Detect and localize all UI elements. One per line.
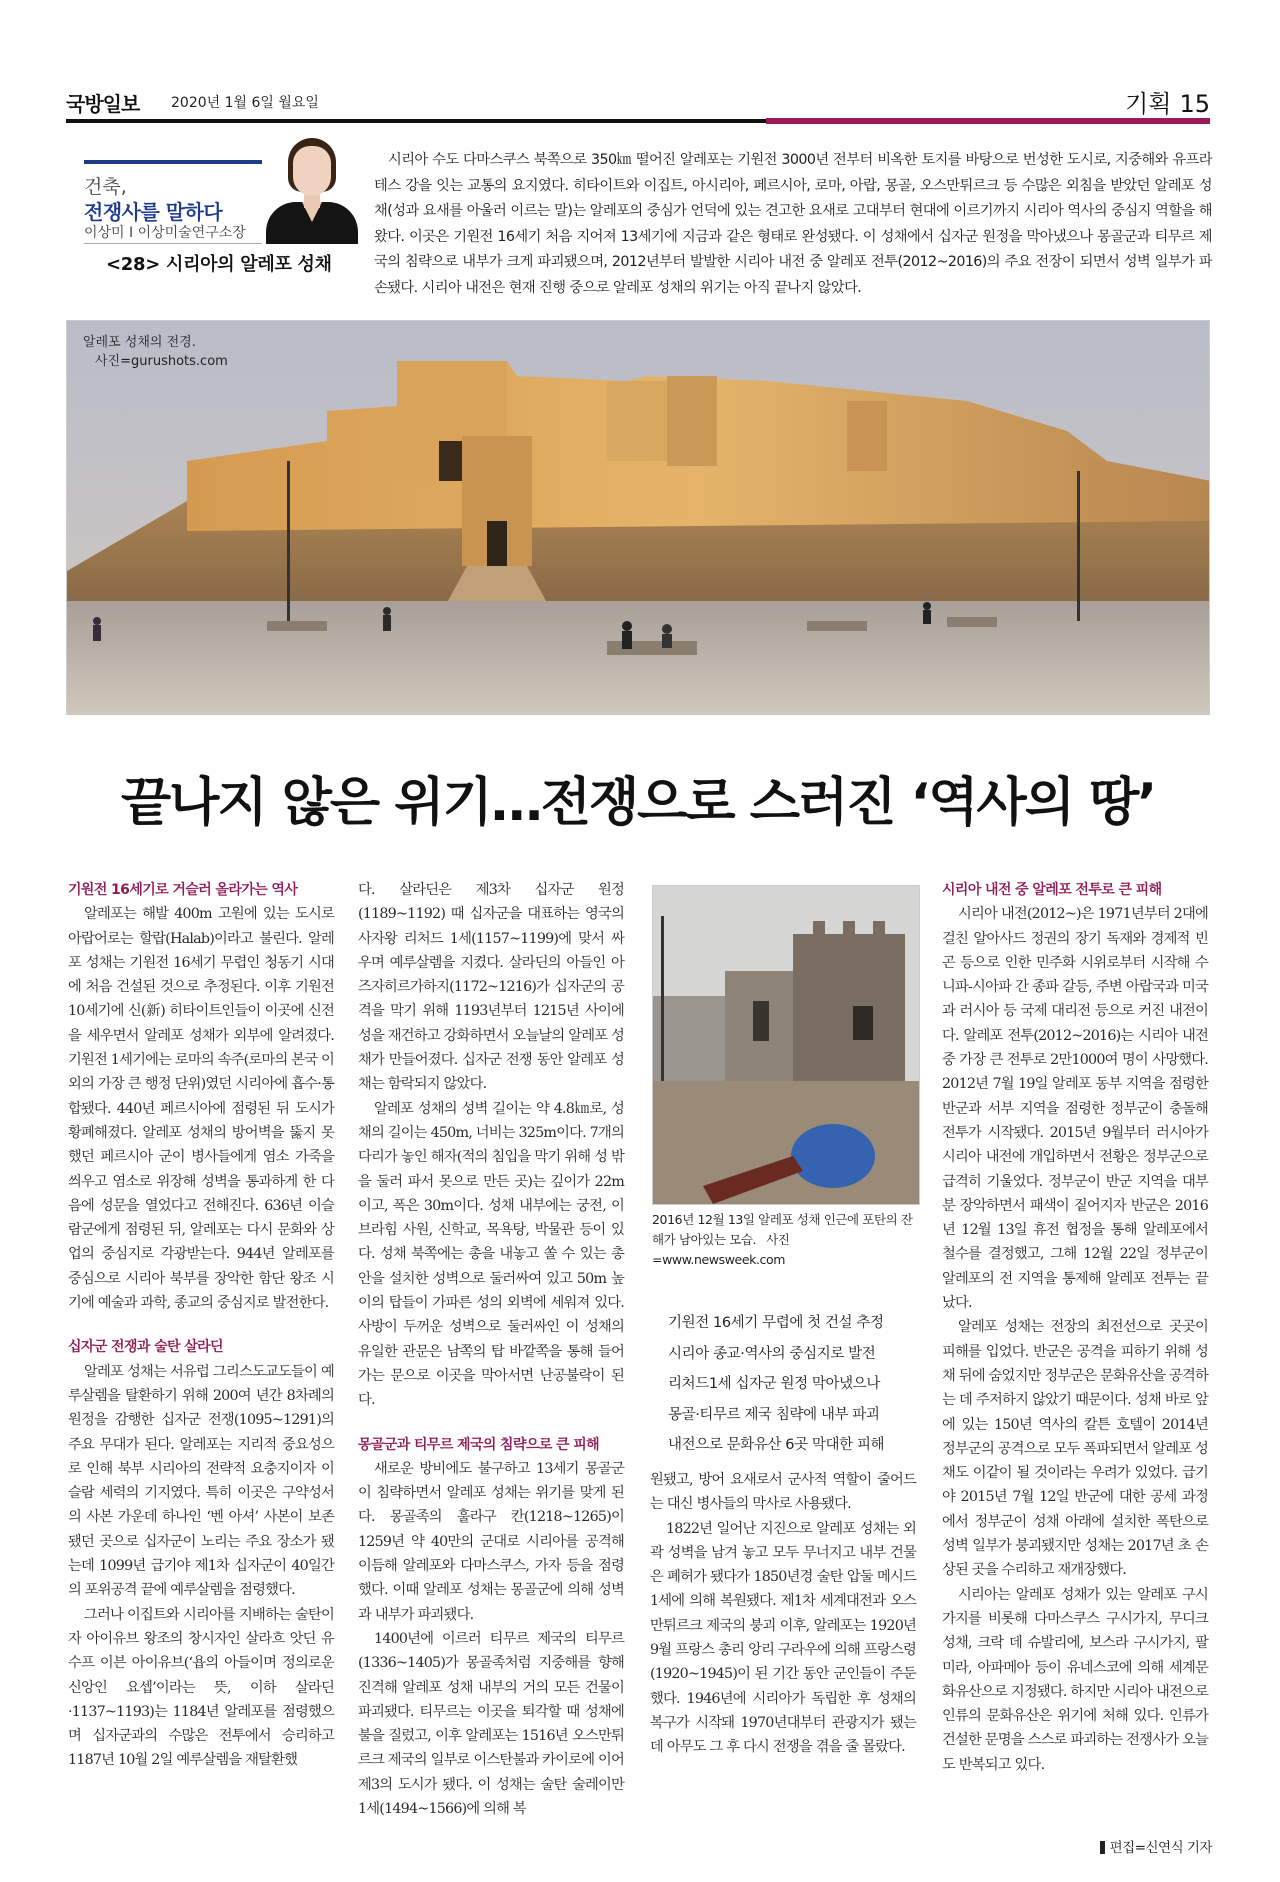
author-portrait xyxy=(262,130,360,244)
newspaper-name: 국방일보 xyxy=(66,92,140,116)
article-column-3 xyxy=(650,1468,916,1760)
subheading: 몽골군과 티무르 제국의 침략으로 큰 피해 xyxy=(358,1436,600,1453)
paragraph: 시리아 내전(2012~)은 1971년부터 2대에 걸친 알아사드 정권의 장기 독재와 경제적 빈곤 등으로 인한 민주화 시위로부터 시작해 수니파-시아파 간 종파 갈등, 주변 아랍국과 미국과 러시아 등 국제 대리전 등으로 커진 내전이다. 알레포 전투(2012~2016)는 시리아 내전 중 가장 큰 전투로 2만1000여 명이 사망했다. 2012년 7월 19일 알레포 동부 지역을 점령한 반군과 서부 지역을 점령한 정부군이 충돌해 전투가 시작됐다. 2015년 9월부터 러시아가 시리아 내전에 개입하면서 전황은 정부군으로 급격히 기울었다. 정부군이 반군 지역을 대부분 장악하면서 패색이 짙어지자 반군은 2016년 12월 13일 휴전 협정을 통해 알레포에서 철수를 결정했고, 그해 12월 22일 정부군이 알레포의 전 지역을 통제해 알레포 전투는 끝났다. xyxy=(942,906,1208,1312)
byline-bar-icon xyxy=(1100,1841,1105,1854)
section-page-label xyxy=(1125,84,1210,119)
series-title: 전쟁사를 말하다 xyxy=(84,200,223,224)
article-column-2 xyxy=(358,878,624,1821)
masthead xyxy=(66,84,1210,120)
editor-byline xyxy=(1100,1836,1212,1856)
paragraph: 새로운 방비에도 불구하고 13세기 몽골군이 침략하면서 알레포 성채는 위기를 맞게 된다. 몽골족의 훌라구 칸(1218~1265)이 1259년 약 40만의 군대로 시리아를 공격해 이듬해 알레포와 다마스쿠스, 가자 등을 점령했다. 이때 알레포 성채는 몽골군에 의해 성벽과 내부가 파괴됐다. xyxy=(358,1460,624,1623)
page-number: 15 xyxy=(1179,90,1210,118)
paragraph: 다. 살라딘은 제3차 십자군 원정(1189~1192) 때 십자군을 대표하는 영국의 사자왕 리처드 1세(1157~1199)에 맞서 싸우며 예루살렘을 지켰다. 살라딘의 아들인 아즈자히르가하지(1172~1216)가 십자군의 공격을 막기 위해 1193년부터 1215년 사이에 성을 재건하고 강화하면서 오늘날의 알레포 성채가 만들어졌다. 십자군 전쟁 동안 알레포 성채는 함락되지 않았다. xyxy=(358,882,624,1093)
paragraph: 시리아는 알레포 성채가 있는 알레포 구시가지를 비롯해 다마스쿠스 구시가지, 무디크 성채, 크락 데 슈발리에, 보스라 구시가지, 팔미라, 아파메아 등이 유네스코에 의해 세계문화유산으로 지정됐다. 하지만 시리아 내전으로 인류의 문화유산은 위기에 처해 있다. 인류가 건설한 문명을 스스로 파괴하는 전쟁사가 오늘도 반복되고 있다. xyxy=(942,1586,1208,1773)
subheading: 십자군 전쟁과 술탄 살라딘 xyxy=(68,1339,223,1356)
paragraph: 알레포 성채는 서유럽 그리스도교도들이 예루살렘을 탈환하기 위해 200여 년간 8차례의 원정을 감행한 십자군 전쟁(1095~1291)의 주요 무대가 된다. 알레포는 지리적 중요성으로 인해 북부 시리아의 전략적 요충지이자 이슬람 세력의 기지였다. 특히 이곳은 구약성서의 사본 가운데 하나인 ‘벤 아셔’ 사본이 보존됐던 곳으로 십자군이 노리는 주요 장소가 됐는데 1099년 급기야 제1차 십자군이 40일간의 포위공격 끝에 예루살렘을 점령했다. xyxy=(68,1363,334,1599)
pullquote-line: 몽골·티무르 제국 침략에 내부 파괴 xyxy=(668,1406,880,1423)
paragraph: 알레포 성채의 성벽 길이는 약 4.8㎞로, 성채의 길이는 450m, 너비는 325m이다. 7개의 다리가 놓인 해자(적의 침입을 막기 위해 성 밖을 둘러 파서 못으로 만든 곳)는 깊이가 22m이고, 폭은 30m이다. 성채 내부에는 궁전, 이브라힘 사원, 신학교, 목욕탕, 박물관 등이 있다. 성채 북쪽에는 총을 내놓고 쏠 수 있는 총안을 설치한 성벽으로 둘러싸여 있고 50m 높이의 탑들이 가파른 성의 외벽에 세워져 있다. 사방이 두꺼운 성벽으로 둘러싸인 이 성채의 유일한 관문은 남쪽의 탑 바깥쪽을 통해 들어가는 문으로 이곳을 막아서면 난공불락이 된다. xyxy=(358,1100,624,1409)
series-kicker: 건축, xyxy=(84,176,127,198)
byline-text: 편집=신연식 기자 xyxy=(1109,1840,1212,1856)
subheading: 기원전 16세기로 거슬러 올라가는 역사 xyxy=(68,882,298,898)
subheading: 시리아 내전 중 알레포 전투로 큰 피해 xyxy=(942,882,1162,898)
inset-photo-caption xyxy=(652,1210,922,1270)
inset-caption-text: 2016년 12월 13일 알레포 성채 인근에 포탄의 잔해가 남아있는 모습. xyxy=(652,1212,913,1247)
paragraph: 1400년에 이르러 티무르 제국의 티무르(1336~1405)가 몽골족처럼 지중해를 향해 진격해 알레포 성채 내부의 거의 모든 건물이 파괴됐다. 티무르는 이곳을 퇴각할 때 성채에 불을 질렀고, 이후 알레포는 1516년 오스만튀르크 제국의 일부로 이스탄불과 카이로에 이어 제3의 도시가 됐다. 이 성채는 술탄 술레이만 1세(1494~1566)에 의해 복 xyxy=(358,1630,624,1817)
pullquote-line: 리처드1세 십자군 원정 막아냈으나 xyxy=(668,1376,880,1392)
publication-date: 2020년 1월 6일 월요일 xyxy=(171,95,319,111)
lead-paragraph: 시리아 수도 다마스쿠스 북쪽으로 350㎞ 떨어진 알레포는 기원전 3000년 전부터 비옥한 토지를 바탕으로 번성한 도시로, 지중해와 유프라테스 강을 잇는 교통의 요지였다. 히타이트와 이집트, 아시리아, 페르시아, 로마, 아랍, 몽골, 오스만튀르크 등 수많은 외침을 받았던 알레포 성채(성과 요새를 아울러 이르는 말)는 알레포의 중심가 언덕에 있는 견고한 요새로 고대부터 현대에 이르기까지 시리아 역사의 중심지 역할을 해왔다. 이곳은 기원전 16세기 처음 지어져 13세기에 지금과 같은 형태로 완성됐다. 이 성채에서 십자군 원정을 막아냈으나 몽골군과 티무르 제국의 침략으로 내부가 크게 파괴됐으며, 2012년부터 발발한 시리아 내전 중 알레포 전투(2012~2016)의 주요 전장이 되면서 성벽 일부가 파손됐다. 시리아 내전은 현재 진행 중으로 알레포 성채의 위기는 아직 끝나지 않았다. xyxy=(374,152,1212,296)
series-divider xyxy=(84,243,284,244)
shell-debris-image xyxy=(653,886,920,1205)
article-headline: 끝나지 않은 위기…전쟁으로 스러진 ‘역사의 땅’ xyxy=(120,773,1156,833)
inset-photo-shell-debris xyxy=(652,885,920,1205)
paragraph: 1822년 일어난 지진으로 알레포 성채는 외곽 성벽을 남겨 놓고 모두 무너지고 내부 건물은 폐허가 됐다가 1850년경 술탄 압둘 메시드 1세에 의해 복원됐다. 제1차 세계대전과 오스만튀르크 제국의 붕괴 이후, 알레포는 1920년 9월 프랑스 총리 앙리 구라우에 의해 프랑스령(1920~1945)이 된 기간 동안 군인들이 주둔했다. 1946년에 시리아가 독립한 후 성채의 복구가 시작돼 1970년대부터 관광지가 됐는데 아무도 그 후 다시 전쟁을 겪을 줄 몰랐다. xyxy=(650,1520,916,1756)
masthead-rule xyxy=(66,119,766,123)
article-column-1 xyxy=(68,878,334,1773)
paragraph: 그러나 이집트와 시리아를 지배하는 술탄이자 아이유브 왕조의 창시자인 살라흐 앗딘 유수프 이븐 아이유브(‘욥의 아들이며 정의로운 신앙인 요셉’이라는 뜻, 이하 살라딘·1137~1193)는 1184년 알레포를 점령했으며 십자군과의 수많은 전투에서 승리하고 1187년 10월 2일 예루살렘을 재탈환했 xyxy=(68,1606,334,1769)
main-photo-caption xyxy=(83,333,228,371)
main-photo-credit: 사진=gurushots.com xyxy=(95,354,228,369)
inset-photo-credit: 사진=www.newsweek.com xyxy=(652,1232,790,1267)
paragraph: 원됐고, 방어 요새로서 군사적 역할이 줄어드는 대신 병사들의 막사로 사용됐다. xyxy=(650,1472,916,1513)
series-episode: <28> 시리아의 알레포 성채 xyxy=(106,254,332,275)
pullquote-line: 시리아 종교·역사의 중심지로 발전 xyxy=(668,1345,876,1362)
masthead-accent-rule xyxy=(766,118,1210,124)
main-photo-citadel xyxy=(66,320,1210,715)
pullquote-line: 기원전 16세기 무렵에 첫 건설 추정 xyxy=(668,1315,884,1331)
article-column-4 xyxy=(942,878,1208,1777)
paragraph: 알레포 성채는 전장의 최전선으로 곳곳이 피해를 입었다. 반군은 공격을 피하기 위해 성채 뒤에 숨었지만 정부군은 문화유산을 공격하는 데 주저하지 않았기 때문이다. 성채 바로 앞에 있는 150년 역사의 칼튼 호텔이 2014년 정부군의 공격으로 모두 폭파되면서 알레포 성채도 이같이 될 것이라는 우려가 있었다. 급기야 2015년 7월 12일 반군에 대한 공세 과정에서 정부군이 성채 아래에 설치한 폭탄으로 성벽 일부가 붕괴됐지만 성채는 2017년 초 손상된 곳을 수리하고 재개장했다. xyxy=(942,1319,1208,1579)
series-box xyxy=(66,130,336,280)
summary-pullquote xyxy=(666,1308,918,1461)
pullquote-line: 내전으로 문화유산 6곳 막대한 피해 xyxy=(668,1437,885,1453)
citadel-panorama-image xyxy=(67,321,1210,715)
paragraph: 알레포는 해발 400m 고원에 있는 도시로 아랍어로는 할랍(Halab)이라고 불린다. 알레포 성채는 기원전 16세기 무렵인 청동기 시대에 처음 건설된 것으로 추정된다. 이후 기원전 10세기에 신(新) 히타이트인들이 이곳에 신전을 세우면서 알레포 성채가 외부에 알려졌다. 기원전 1세기에는 로마의 속주(로마의 본국 이외의 가장 큰 행정 단위)였던 시리아에 흡수·통합됐다. 440년 페르시아에 점령된 뒤 도시가 황폐해졌다. 알레포 성채의 방어벽을 뚫지 못했던 페르시아 군이 병사들에게 염소 가죽을 씌우고 염소로 위장해 성벽을 통과하게 한 다음에 성문을 열었다고 전해진다. 636년 이슬람군에게 점령된 뒤, 알레포는 다시 문화와 상업의 중심지로 각광받는다. 944년 알레포를 중심으로 시리아 북부를 장악한 함단 왕조 시기에 예술과 과학, 종교의 중심지로 발전한다. xyxy=(68,906,334,1312)
section-name: 기획 xyxy=(1125,90,1172,118)
series-author: 이상미 I 이상미술연구소장 xyxy=(84,225,246,241)
main-photo-caption-text: 알레포 성채의 전경. xyxy=(83,335,196,350)
